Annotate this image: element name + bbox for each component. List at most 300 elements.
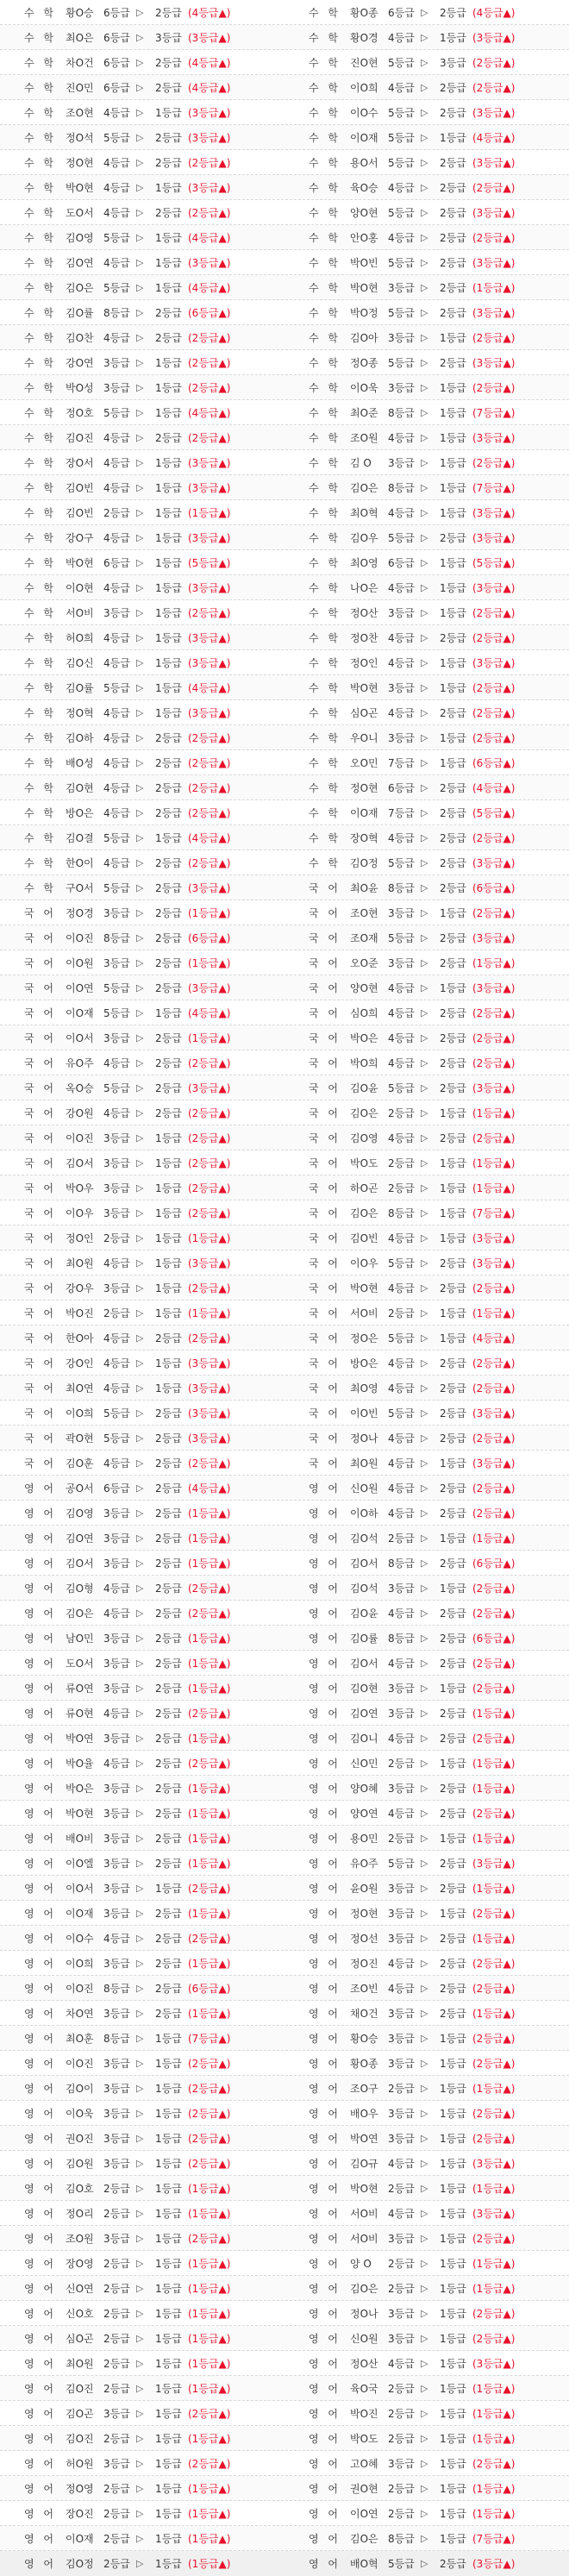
subject-char-2: 어 [43, 2157, 53, 2170]
previous-grade: 3등급 [103, 956, 130, 969]
subject-char-1: 영 [24, 1932, 34, 1945]
grade-change: (3등급▲) [188, 1257, 231, 1269]
arrow-icon: ▷ [136, 1282, 144, 1294]
table-row [0, 2351, 569, 2376]
subject [284, 1506, 350, 1520]
student-name: 양O혜 [350, 1782, 378, 1795]
student-name: 조O빈 [350, 1982, 378, 1995]
subject-char-1: 국 [309, 906, 319, 919]
table-row [0, 1551, 569, 1576]
previous-grade: 3등급 [388, 381, 415, 394]
arrow-icon: ▷ [421, 506, 428, 518]
student-name: 박O연 [66, 1732, 94, 1745]
current-grade: 1등급 [155, 2082, 182, 2095]
grade-change: (2등급▲) [188, 2107, 231, 2120]
student-name: 이O우 [350, 1257, 378, 1269]
table-row [0, 2326, 569, 2351]
subject-char-1: 수 [24, 731, 34, 744]
right-entry [284, 1275, 569, 1300]
previous-grade: 2등급 [388, 1532, 415, 1545]
current-grade: 2등급 [155, 1081, 182, 1094]
student-name: 남O민 [66, 1632, 94, 1645]
subject [0, 1006, 66, 1020]
previous-grade: 2등급 [103, 2307, 130, 2320]
current-grade: 1등급 [440, 1106, 466, 1119]
table-row [0, 1326, 569, 1351]
current-grade: 1등급 [155, 2307, 182, 2320]
subject [0, 1906, 66, 1921]
subject-char-1: 영 [309, 1507, 319, 1520]
left-entry [0, 2376, 284, 2400]
subject-char-2: 어 [328, 881, 338, 894]
arrow-icon: ▷ [136, 981, 144, 993]
subject-char-1: 수 [24, 606, 34, 619]
subject-char-1: 영 [309, 1607, 319, 1620]
arrow-icon: ▷ [136, 31, 144, 43]
student-name: 강O우 [66, 1282, 94, 1294]
right-entry [284, 2151, 569, 2175]
subject-char-1: 국 [24, 1181, 34, 1194]
arrow-icon: ▷ [421, 931, 428, 943]
grade-change: (2등급▲) [472, 456, 516, 469]
arrow-icon: ▷ [421, 1131, 428, 1144]
arrow-icon: ▷ [136, 2432, 144, 2444]
previous-grade: 5등급 [388, 56, 415, 69]
left-entry [0, 1175, 284, 1200]
previous-grade: 4등급 [103, 731, 130, 744]
right-entry [284, 1426, 569, 1450]
current-grade: 1등급 [440, 2257, 466, 2270]
grade-change: (2등급▲) [472, 1657, 516, 1670]
arrow-icon: ▷ [136, 256, 144, 268]
left-entry [0, 2551, 284, 2576]
previous-grade: 4등급 [388, 81, 415, 94]
subject-char-1: 수 [309, 81, 319, 94]
previous-grade: 3등급 [388, 2132, 415, 2145]
subject-char-2: 어 [328, 2282, 338, 2295]
right-entry [284, 125, 569, 149]
previous-grade: 2등급 [388, 2082, 415, 2095]
student-name: 김O니 [350, 1732, 378, 1745]
subject-char-2: 어 [328, 2032, 338, 2045]
subject-char-1: 수 [309, 681, 319, 694]
subject-char-1: 영 [24, 1482, 34, 1495]
arrow-icon: ▷ [136, 531, 144, 543]
student-name: 김O석 [350, 1532, 378, 1545]
subject-char-2: 어 [43, 1782, 53, 1795]
current-grade: 2등급 [155, 1532, 182, 1545]
grade-change: (7등급▲) [472, 1207, 516, 1219]
arrow-icon: ▷ [421, 1106, 428, 1119]
table-row [0, 750, 569, 775]
arrow-icon: ▷ [421, 1832, 428, 1844]
current-grade: 2등급 [440, 2558, 466, 2570]
subject-char-1: 영 [309, 2307, 319, 2320]
previous-grade: 4등급 [103, 856, 130, 869]
arrow-icon: ▷ [421, 1031, 428, 1044]
student-name: 김O연 [66, 256, 94, 269]
subject-char-1: 수 [24, 206, 34, 219]
grade-change: (2등급▲) [188, 2457, 231, 2470]
left-entry [0, 1376, 284, 1400]
student-name: 배O우 [350, 2107, 378, 2120]
subject-char-2: 학 [43, 206, 53, 219]
subject-char-1: 영 [24, 2307, 34, 2320]
grade-change: (2등급▲) [472, 1582, 516, 1595]
arrow-icon: ▷ [421, 1732, 428, 1744]
previous-grade: 5등급 [103, 881, 130, 894]
subject-char-2: 어 [43, 1482, 53, 1495]
arrow-icon: ▷ [421, 2558, 428, 2569]
right-entry [284, 950, 569, 975]
table-row [0, 2526, 569, 2551]
previous-grade: 4등급 [388, 981, 415, 994]
subject-char-2: 어 [43, 1957, 53, 1970]
current-grade: 2등급 [155, 1957, 182, 1970]
arrow-icon: ▷ [421, 2332, 428, 2344]
current-grade: 2등급 [440, 1257, 466, 1269]
subject-char-1: 국 [309, 1156, 319, 1169]
right-entry [284, 1576, 569, 1600]
table-row [0, 1651, 569, 1676]
subject-char-1: 수 [24, 531, 34, 544]
student-name: 최O은 [66, 31, 94, 44]
subject [284, 2056, 350, 2071]
arrow-icon: ▷ [136, 1106, 144, 1119]
arrow-icon: ▷ [421, 231, 428, 243]
student-name: 황O종 [350, 6, 378, 19]
current-grade: 2등급 [440, 1882, 466, 1895]
current-grade: 1등급 [155, 181, 182, 194]
previous-grade: 3등급 [388, 731, 415, 744]
current-grade: 1등급 [440, 756, 466, 769]
arrow-icon: ▷ [421, 781, 428, 793]
grade-change: (2등급▲) [472, 731, 516, 744]
subject-char-1: 영 [24, 2532, 34, 2545]
table-row [0, 2176, 569, 2201]
previous-grade: 8등급 [388, 1557, 415, 1570]
previous-grade: 3등급 [103, 1632, 130, 1645]
grade-change: (1등급▲) [472, 2432, 516, 2445]
grade-change: (4등급▲) [188, 831, 231, 844]
arrow-icon: ▷ [421, 181, 428, 193]
grade-change: (2등급▲) [472, 81, 516, 94]
table-row [0, 275, 569, 300]
subject [284, 2306, 350, 2321]
current-grade: 1등급 [155, 1131, 182, 1144]
subject [0, 1156, 66, 1170]
grade-change: (1등급▲) [188, 2332, 231, 2345]
subject [284, 931, 350, 945]
grade-change: (2등급▲) [472, 231, 516, 244]
subject-char-2: 학 [43, 81, 53, 94]
subject-char-1: 국 [309, 1056, 319, 1069]
subject-char-1: 영 [309, 1832, 319, 1845]
subject-char-2: 학 [43, 356, 53, 369]
subject-char-1: 영 [309, 1882, 319, 1895]
subject [0, 1556, 66, 1570]
arrow-icon: ▷ [136, 756, 144, 768]
arrow-icon: ▷ [136, 581, 144, 593]
arrow-icon: ▷ [421, 1507, 428, 1519]
current-grade: 1등급 [155, 631, 182, 644]
student-name: 조O원 [350, 431, 378, 444]
subject-char-2: 어 [328, 2007, 338, 2020]
subject [284, 255, 350, 270]
grade-change: (1등급▲) [472, 1156, 516, 1169]
current-grade: 2등급 [155, 1407, 182, 1420]
subject-char-2: 어 [328, 1607, 338, 1620]
arrow-icon: ▷ [421, 2132, 428, 2144]
subject-char-2: 어 [43, 1307, 53, 1319]
student-name: 정O진 [350, 1957, 378, 1970]
current-grade: 1등급 [440, 1232, 466, 1244]
subject-char-2: 어 [43, 1056, 53, 1069]
subject [284, 630, 350, 645]
current-grade: 1등급 [440, 31, 466, 44]
table-row [0, 725, 569, 750]
grade-change: (1등급▲) [188, 1232, 231, 1244]
previous-grade: 3등급 [103, 606, 130, 619]
current-grade: 1등급 [440, 2507, 466, 2520]
left-entry [0, 25, 284, 49]
right-entry [284, 750, 569, 774]
current-grade: 1등급 [440, 1682, 466, 1695]
left-entry [0, 675, 284, 699]
student-name: 박O도 [350, 1156, 378, 1169]
arrow-icon: ▷ [421, 706, 428, 718]
subject-char-1: 수 [309, 56, 319, 69]
subject-char-2: 학 [43, 306, 53, 319]
student-name: 김O서 [350, 1657, 378, 1670]
subject [284, 1956, 350, 1971]
subject-char-2: 학 [328, 581, 338, 594]
previous-grade: 5등급 [388, 931, 415, 944]
subject-char-1: 수 [24, 556, 34, 569]
student-name: 김O이 [66, 2082, 94, 2095]
subject [284, 130, 350, 145]
student-name: 이O수 [66, 1932, 94, 1945]
student-name: 김O윤 [350, 1081, 378, 1094]
left-entry [0, 325, 284, 349]
subject [284, 2131, 350, 2146]
table-row [0, 1250, 569, 1275]
subject [284, 305, 350, 320]
subject-char-2: 학 [328, 331, 338, 344]
subject [284, 80, 350, 95]
previous-grade: 5등급 [103, 1407, 130, 1420]
subject-char-1: 수 [309, 756, 319, 769]
left-entry [0, 1301, 284, 1325]
grade-change: (6등급▲) [188, 1982, 231, 1995]
subject [0, 2406, 66, 2421]
previous-grade: 4등급 [388, 1732, 415, 1745]
previous-grade: 2등급 [388, 1307, 415, 1319]
grade-change: (3등급▲) [472, 1857, 516, 1870]
left-entry [0, 2301, 284, 2325]
subject [0, 455, 66, 470]
grade-change: (2등급▲) [472, 1031, 516, 1044]
student-name: 이O희 [350, 81, 378, 94]
previous-grade: 5등급 [103, 1432, 130, 1445]
previous-grade: 4등급 [388, 2157, 415, 2170]
grade-change: (1등급▲) [472, 2007, 516, 2020]
grade-change: (3등급▲) [472, 656, 516, 669]
subject [284, 2356, 350, 2371]
student-name: 한O이 [66, 856, 94, 869]
subject-char-2: 어 [43, 1332, 53, 1344]
grade-change: (2등급▲) [188, 431, 231, 444]
subject-char-1: 영 [24, 1607, 34, 1620]
current-grade: 1등급 [155, 1382, 182, 1395]
subject-char-2: 학 [43, 406, 53, 419]
current-grade: 1등급 [155, 506, 182, 519]
arrow-icon: ▷ [421, 606, 428, 618]
subject-char-1: 영 [309, 2007, 319, 2020]
subject-char-2: 학 [43, 731, 53, 744]
grade-change: (3등급▲) [472, 931, 516, 944]
arrow-icon: ▷ [136, 181, 144, 193]
student-name: 이O하 [350, 1507, 378, 1520]
previous-grade: 2등급 [103, 2207, 130, 2220]
previous-grade: 3등급 [103, 1181, 130, 1194]
arrow-icon: ▷ [136, 281, 144, 293]
arrow-icon: ▷ [421, 406, 428, 418]
student-name: 김O률 [66, 681, 94, 694]
table-row [0, 1901, 569, 1926]
table-row [0, 1000, 569, 1025]
subject-char-1: 국 [309, 1106, 319, 1119]
subject-char-1: 영 [309, 1557, 319, 1570]
previous-grade: 3등급 [103, 1156, 130, 1169]
table-row [0, 2451, 569, 2476]
grade-change: (3등급▲) [472, 106, 516, 119]
student-name: 최O혁 [350, 506, 378, 519]
previous-grade: 8등급 [103, 931, 130, 944]
previous-grade: 3등급 [103, 1732, 130, 1745]
grade-change: (1등급▲) [188, 1907, 231, 1920]
previous-grade: 4등급 [388, 1657, 415, 1670]
previous-grade: 3등급 [103, 1532, 130, 1545]
arrow-icon: ▷ [136, 1207, 144, 1219]
student-name: 공O서 [66, 1482, 94, 1495]
arrow-icon: ▷ [136, 1882, 144, 1894]
previous-grade: 4등급 [388, 2357, 415, 2370]
student-name: 심O곤 [66, 2332, 94, 2345]
subject [284, 2431, 350, 2446]
current-grade: 1등급 [440, 2407, 466, 2420]
table-row [0, 1676, 569, 1701]
subject-char-1: 영 [24, 2382, 34, 2395]
student-name: 김O훈 [66, 1457, 94, 1470]
grade-change: (2등급▲) [472, 1056, 516, 1069]
subject-char-1: 영 [309, 1857, 319, 1870]
subject-char-2: 어 [328, 2332, 338, 2345]
subject-char-2: 어 [328, 2207, 338, 2220]
student-name: 정O나 [350, 2307, 378, 2320]
right-entry [284, 250, 569, 274]
grade-change: (3등급▲) [188, 131, 231, 144]
previous-grade: 5등급 [388, 131, 415, 144]
subject-char-2: 학 [43, 481, 53, 494]
current-grade: 2등급 [440, 1482, 466, 1495]
right-entry [284, 400, 569, 424]
subject [0, 2081, 66, 2096]
subject [0, 1806, 66, 1821]
grade-change: (2등급▲) [472, 631, 516, 644]
current-grade: 2등급 [440, 1507, 466, 1520]
current-grade: 1등급 [155, 1282, 182, 1294]
arrow-icon: ▷ [136, 1982, 144, 1994]
grade-change: (3등급▲) [188, 1382, 231, 1395]
subject-char-1: 영 [24, 1882, 34, 1895]
grade-change: (1등급▲) [188, 906, 231, 919]
subject [284, 580, 350, 595]
subject [284, 1781, 350, 1796]
student-name: 김O영 [350, 1131, 378, 1144]
subject [284, 605, 350, 620]
previous-grade: 6등급 [103, 81, 130, 94]
subject-char-2: 학 [328, 506, 338, 519]
right-entry [284, 1200, 569, 1225]
arrow-icon: ▷ [136, 2232, 144, 2244]
subject-char-2: 어 [328, 1432, 338, 1445]
left-entry [0, 2126, 284, 2150]
student-name: 이O현 [66, 581, 94, 594]
arrow-icon: ▷ [136, 1757, 144, 1769]
left-entry [0, 1050, 284, 1075]
subject [0, 1581, 66, 1595]
subject [0, 1856, 66, 1871]
subject [0, 1681, 66, 1695]
student-name: 방O은 [350, 1357, 378, 1369]
grade-change: (2등급▲) [472, 1732, 516, 1745]
subject [0, 2456, 66, 2471]
current-grade: 2등급 [155, 306, 182, 319]
student-name: 김O연 [350, 1707, 378, 1720]
subject-char-2: 어 [43, 1557, 53, 1570]
subject [284, 480, 350, 495]
subject-char-1: 수 [24, 456, 34, 469]
right-entry [284, 1100, 569, 1125]
subject [284, 2031, 350, 2046]
subject-char-2: 어 [328, 1907, 338, 1920]
subject-char-1: 국 [309, 1031, 319, 1044]
subject-char-2: 학 [43, 181, 53, 194]
subject-char-1: 영 [309, 2482, 319, 2495]
subject [284, 155, 350, 170]
left-entry [0, 450, 284, 474]
arrow-icon: ▷ [421, 2007, 428, 2019]
current-grade: 1등급 [155, 2207, 182, 2220]
left-entry [0, 1826, 284, 1850]
student-name: 정O혁 [66, 706, 94, 719]
current-grade: 2등급 [155, 431, 182, 444]
student-name: 정O산 [350, 2357, 378, 2370]
grade-change: (1등급▲) [188, 1782, 231, 1795]
arrow-icon: ▷ [421, 156, 428, 168]
subject-char-2: 어 [43, 981, 53, 994]
grade-change: (3등급▲) [188, 481, 231, 494]
current-grade: 1등급 [440, 681, 466, 694]
left-entry [0, 200, 284, 224]
right-entry [284, 975, 569, 1000]
student-name: 윤O원 [350, 1882, 378, 1895]
student-name: 김O서 [350, 1557, 378, 1570]
grade-change: (4등급▲) [188, 1482, 231, 1495]
subject [0, 1981, 66, 1996]
grade-change: (3등급▲) [188, 881, 231, 894]
